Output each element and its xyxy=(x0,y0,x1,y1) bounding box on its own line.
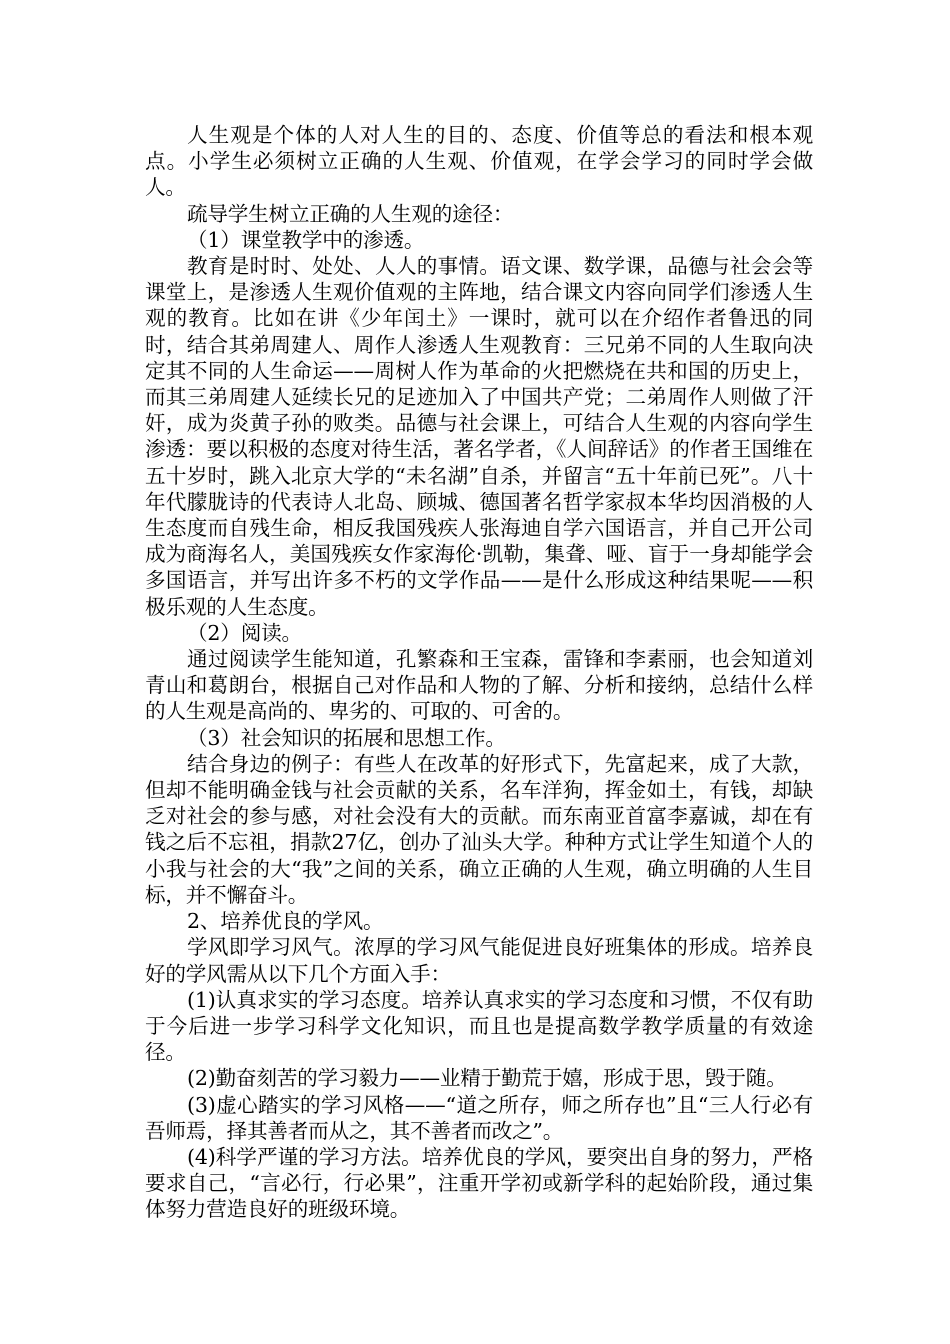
paragraph-social: 结合身边的例子：有些人在改革的好形式下，先富起来，成了大款，但却不能明确金钱与社会贡献的关系，名车洋狗，挥金如土，有钱，却缺乏对社会的参与感，对社会没有大的贡献。而东南亚首富李嘉诚，却在有钱之后不忘祖，捐款27亿，创办了汕头大学。种种方式让学生知道个人的小我与社会的大“我”之间的关系，确立正确的人生观，确立明确的人生目标，并不懈奋斗。 xyxy=(145,751,813,907)
list-item-diligence: (2)勤奋刻苦的学习毅力——业精于勤荒于嬉，形成于思，毁于随。 xyxy=(187,1066,787,1091)
paragraph-reading: 通过阅读学生能知道，孔繁森和王宝森，雷锋和李素丽，也会知道刘青山和葛朗台，根据自己对作品和人物的了解、分析和接纳，总结什么样的人生观是高尚的、卑劣的、可取的、可舍的。 xyxy=(145,647,813,724)
section-heading-study-style: 2、培养优良的学风。 xyxy=(187,909,384,934)
paragraph-approach-heading: 疏导学生树立正确的人生观的途径： xyxy=(187,201,514,226)
paragraph-intro: 人生观是个体的人对人生的目的、态度、价值等总的看法和根本观点。小学生必须树立正确的人生观、价值观，在学会学习的同时学会做人。 xyxy=(145,123,813,200)
document-body xyxy=(145,122,813,1223)
paragraph-classroom: 教育是时时、处处、人人的事情。语文课、数学课，品德与社会会等课堂上，是渗透人生观价值观的主阵地，结合课文内容向同学们渗透人生观的教育。比如在讲《少年闰土》一课时，就可以在介绍作者鲁迅的同时，结合其弟周建人、周作人渗透人生观教育：三兄弟不同的人生取向决定其不同的人生命运——周树人作为革命的火把燃烧在共和国的历史上，而其三弟周建人延续长兄的足迹加入了中国共产党；二弟周作人则做了汗奸，成为炎黄子孙的败类。品德与社会课上，可结合人生观的内容向学生渗透：要以积极的态度对待生活，著名学者，《人间辞话》的作者王国维在五十岁时，跳入北京大学的“未名湖”自杀，并留言“五十年前已死”。八十年代朦胧诗的代表诗人北岛、顾城、德国著名哲学家叔本华均因消极的人生态度而自残生命，相反我国残疾人张海迪自学六国语言，并自己开公司成为商海名人，美国残疾女作家海伦·凯勒，集聋、哑、盲于一身却能学会多国语言，并写出许多不朽的文学作品——是什么形成这种结果呢——积极乐观的人生态度。 xyxy=(145,254,813,619)
paragraph-study-style: 学风即学习风气。浓厚的学习风气能促进良好班集体的形成。培养良好的学风需从以下几个方面入手： xyxy=(145,935,813,986)
subheading-social: （3）社会知识的拓展和思想工作。 xyxy=(187,725,506,750)
list-item-humility: (3)虚心踏实的学习风格——“道之所存，师之所存也”且“三人行必有吾师焉，择其善者而从之，其不善者而改之”。 xyxy=(145,1092,813,1143)
list-item-method: (4)科学严谨的学习方法。培养优良的学风，要突出自身的努力，严格要求自己，“言必行，行必果”，注重开学初或新学科的起始阶段，通过集体努力营造良好的班级环境。 xyxy=(145,1144,813,1222)
subheading-classroom: （1）课堂教学中的渗透。 xyxy=(187,227,425,252)
list-item-attitude: (1)认真求实的学习态度。培养认真求实的学习态度和习惯，不仅有助于今后进一步学习科学文化知识，而且也是提高数学教学质量的有效途径。 xyxy=(145,987,813,1065)
subheading-reading: （2）阅读。 xyxy=(187,620,302,645)
